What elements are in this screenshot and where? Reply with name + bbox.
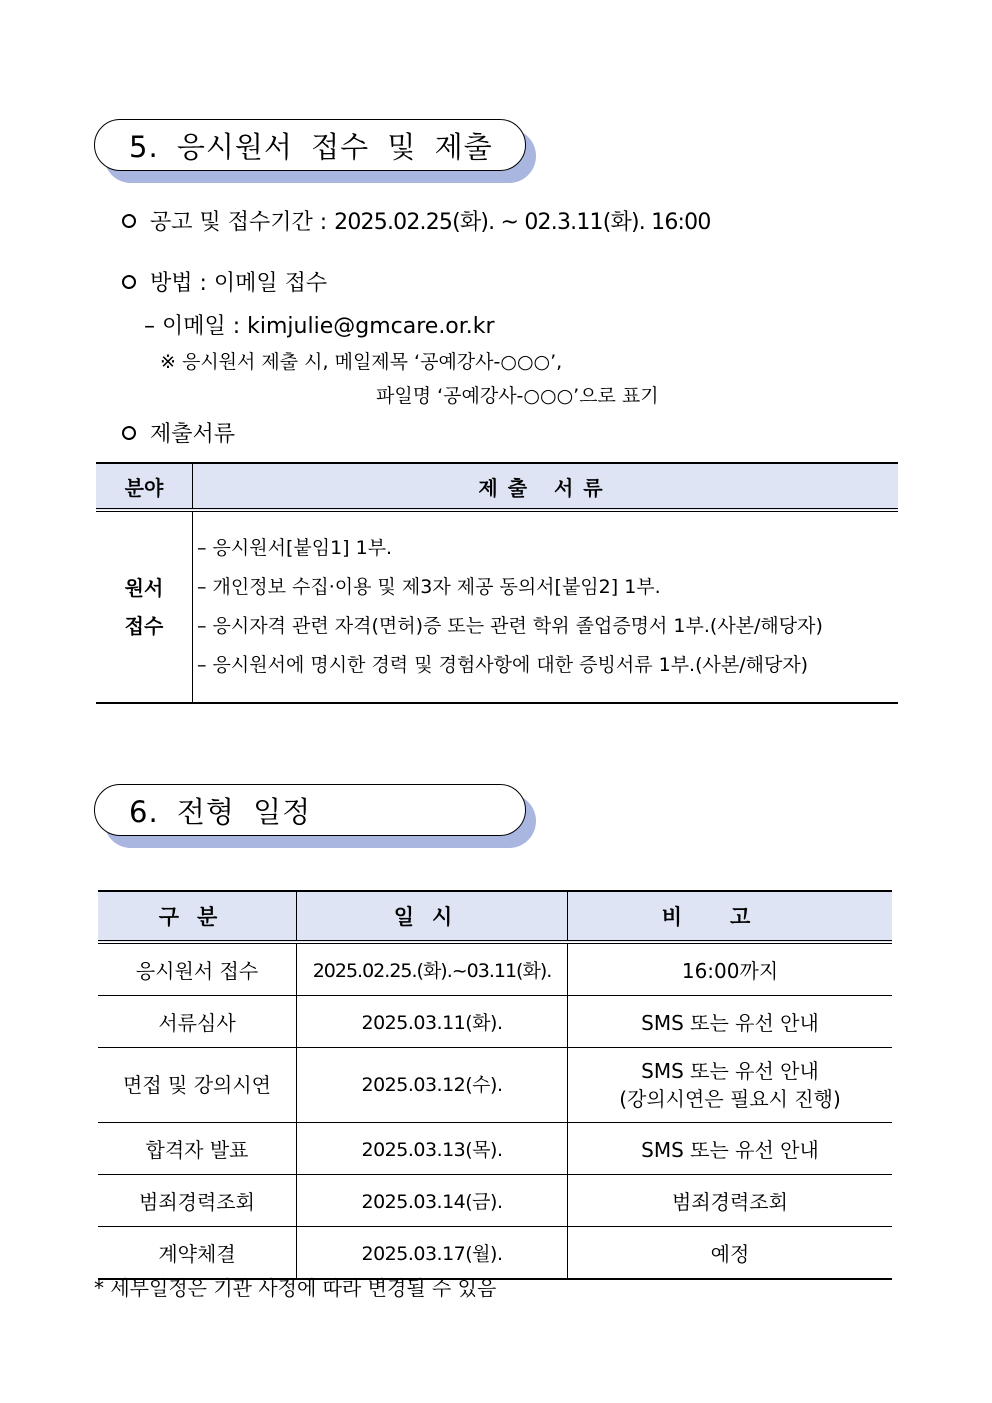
schedule-category: 범죄경력조회 [98,1175,297,1227]
schedule-category: 응시원서 접수 [98,942,297,996]
doc-item: – 응시원서[붙임1] 1부. [197,537,393,559]
schedule-category: 계약체결 [98,1227,297,1280]
section5-title: 5. 응시원서 접수 및 제출 [94,119,526,171]
submission-docs-table [96,462,898,704]
schedule-note: 범죄경력조회 [568,1175,893,1227]
circle-bullet-icon [122,426,136,440]
schedule-date: 2025.03.14(금). [297,1175,568,1227]
schedule-note: SMS 또는 유선 안내 [568,996,893,1048]
schedule-category: 합격자 발표 [98,1123,297,1175]
method-label: 방법 : 이메일 접수 [150,271,328,296]
email-line: – 이메일 : kimjulie@gmcare.or.kr [144,314,495,339]
docs-line [122,417,235,448]
circle-bullet-icon [122,214,136,228]
schedule-row [98,1048,892,1123]
schedule-footnote: * 세부일정은 기관 사정에 따라 변경될 수 있음 [94,1276,497,1300]
schedule-row [98,942,892,996]
schedule-category: 면접 및 강의시연 [98,1048,297,1123]
schedule-header-row [98,891,892,942]
docs-category-line1: 원서 [124,576,164,600]
section5-header [94,119,529,173]
docs-label: 제출서류 [150,422,236,447]
docs-category-line2: 접수 [124,614,164,638]
doc-item: – 응시자격 관련 자격(면허)증 또는 관련 학위 졸업증명서 1부.(사본/해당자) [197,615,823,637]
circle-bullet-icon [122,275,136,289]
note-line-2: 파일명 ‘공예강사-○○○’으로 표기 [376,385,659,407]
schedule-date: 2025.02.25.(화).~03.11(화). [297,942,568,996]
docs-header-category: 분야 [96,463,193,510]
schedule-row [98,996,892,1048]
schedule-header-note: 비고 [568,891,893,942]
schedule-note: SMS 또는 유선 안내 [641,1059,819,1083]
schedule-note-cell [568,1048,893,1123]
docs-table-header-row [96,463,898,510]
schedule-note: 예정 [568,1227,893,1280]
schedule-note: 16:00까지 [568,942,893,996]
schedule-header-category: 구분 [98,891,297,942]
section6-header [94,784,529,838]
schedule-date: 2025.03.11(화). [297,996,568,1048]
schedule-note-sub: (강의시연은 필요시 진행) [619,1087,841,1111]
section6-title: 6. 전형 일정 [94,784,526,836]
period-label: 공고 및 접수기간 : [150,210,328,235]
schedule-note: SMS 또는 유선 안내 [568,1123,893,1175]
method-line [122,266,327,297]
schedule-header-date: 일시 [297,891,568,942]
schedule-row [98,1123,892,1175]
doc-item: – 응시원서에 명시한 경력 및 경험사항에 대한 증빙서류 1부.(사본/해당자) [197,654,809,676]
docs-items-cell [193,510,899,703]
period-value: 2025.02.25(화). ~ 02.3.11(화). 16:00 [334,210,711,235]
schedule-table [98,890,892,1280]
docs-header-documents: 제출 서류 [193,463,899,510]
note-line-1: ※ 응시원서 제출 시, 메일제목 ‘공예강사-○○○’, [160,351,563,373]
doc-item: – 개인정보 수집·이용 및 제3자 제공 동의서[붙임2] 1부. [197,576,661,598]
schedule-date: 2025.03.13(목). [297,1123,568,1175]
docs-table-row [96,510,898,703]
schedule-date: 2025.03.12(수). [297,1048,568,1123]
period-line [122,205,711,236]
schedule-category: 서류심사 [98,996,297,1048]
schedule-date: 2025.03.17(월). [297,1227,568,1280]
schedule-row [98,1175,892,1227]
docs-category-cell [96,510,193,703]
